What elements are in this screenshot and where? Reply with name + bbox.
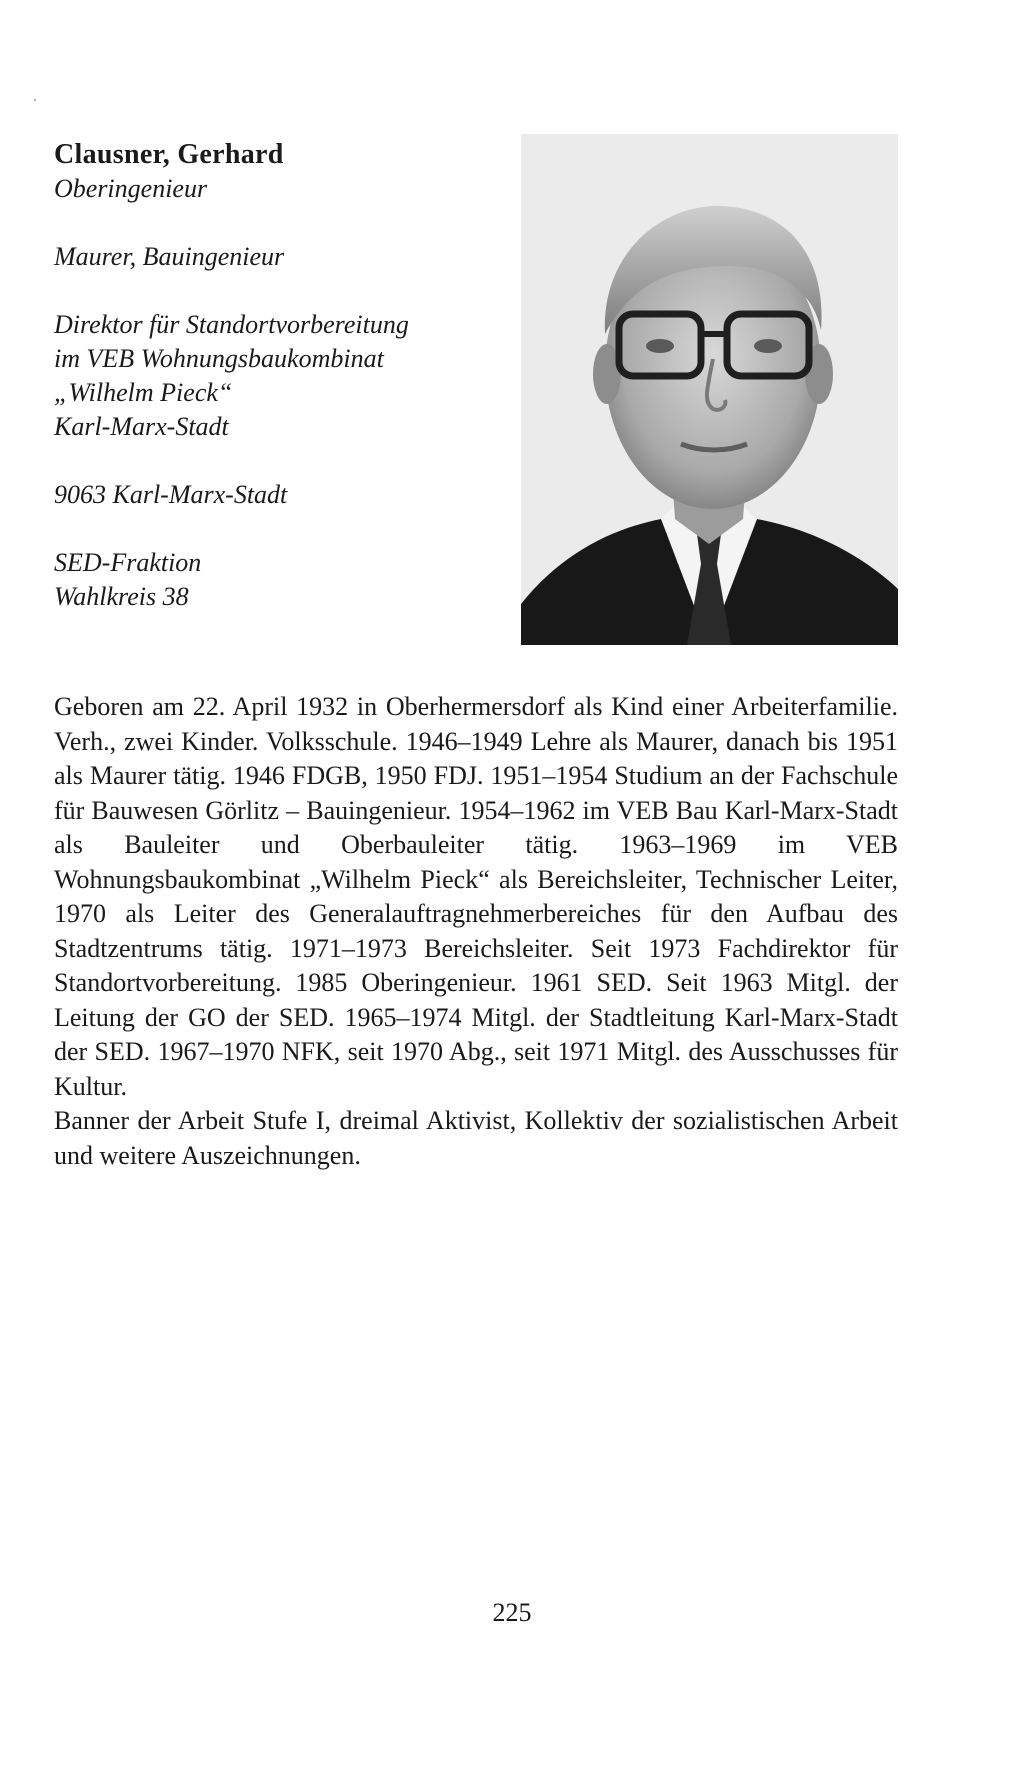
- position-line: „Wilhelm Pieck“: [54, 378, 233, 407]
- person-name: Clausner, Gerhard: [54, 139, 284, 170]
- entry-header: [54, 138, 494, 614]
- page-number: 225: [492, 1598, 532, 1627]
- biography: [54, 690, 898, 1173]
- person-address: 9063 Karl-Marx-Stadt: [54, 480, 288, 509]
- portrait-illustration: [521, 134, 898, 645]
- biography-paragraph: Geboren am 22. April 1932 in Oberhermersdorf als Kind einer Arbeiterfamilie. Verh., zwei Kinder. Volksschule. 1946–1949 Lehre als Maurer, danach bis 1951 als Maurer tätig. 1946 FDGB, 1950 FDJ. 1951–1954 Studium an der Fachschule für Bauwesen Görlitz – Bauingenieur. 1954–1962 im VEB Bau Karl-Marx-Stadt als Bauleiter und Oberbauleiter tätig. 1963–1969 im VEB Wohnungsbaukombinat „Wilhelm Pieck“ als Bereichsleiter, Technischer Leiter, 1970 als Leiter des Generalauftragnehmerbereiches für den Aufbau des Stadtzentrums tätig. 1971–1973 Bereichsleiter. Seit 1973 Fachdirektor für Standortvorbereitung. 1985 Oberingenieur. 1961 SED. Seit 1963 Mitgl. der Leitung der GO der SED. 1965–1974 Mitgl. der Stadtleitung Karl-Marx-Stadt der SED. 1967–1970 NFK, seit 1970 Abg., seit 1971 Mitgl. des Ausschusses für Kultur.: [54, 692, 898, 1101]
- biography-awards: Banner der Arbeit Stufe I, dreimal Aktivist, Kollektiv der sozialistischen Arbeit und weitere Auszeichnungen.: [54, 1106, 898, 1170]
- portrait-photo: [521, 134, 898, 645]
- position-line: im VEB Wohnungsbaukombinat: [54, 344, 384, 373]
- position-line: Karl-Marx-Stadt: [54, 412, 229, 441]
- person-profession: Maurer, Bauingenieur: [54, 242, 285, 271]
- position-line: Direktor für Standortvorbereitung: [54, 310, 409, 339]
- scan-speck: [34, 99, 36, 101]
- person-title: Oberingenieur: [54, 174, 208, 203]
- person-faction: SED-Fraktion: [54, 548, 202, 577]
- person-position: [54, 308, 494, 444]
- person-constituency: Wahlkreis 38: [54, 582, 189, 611]
